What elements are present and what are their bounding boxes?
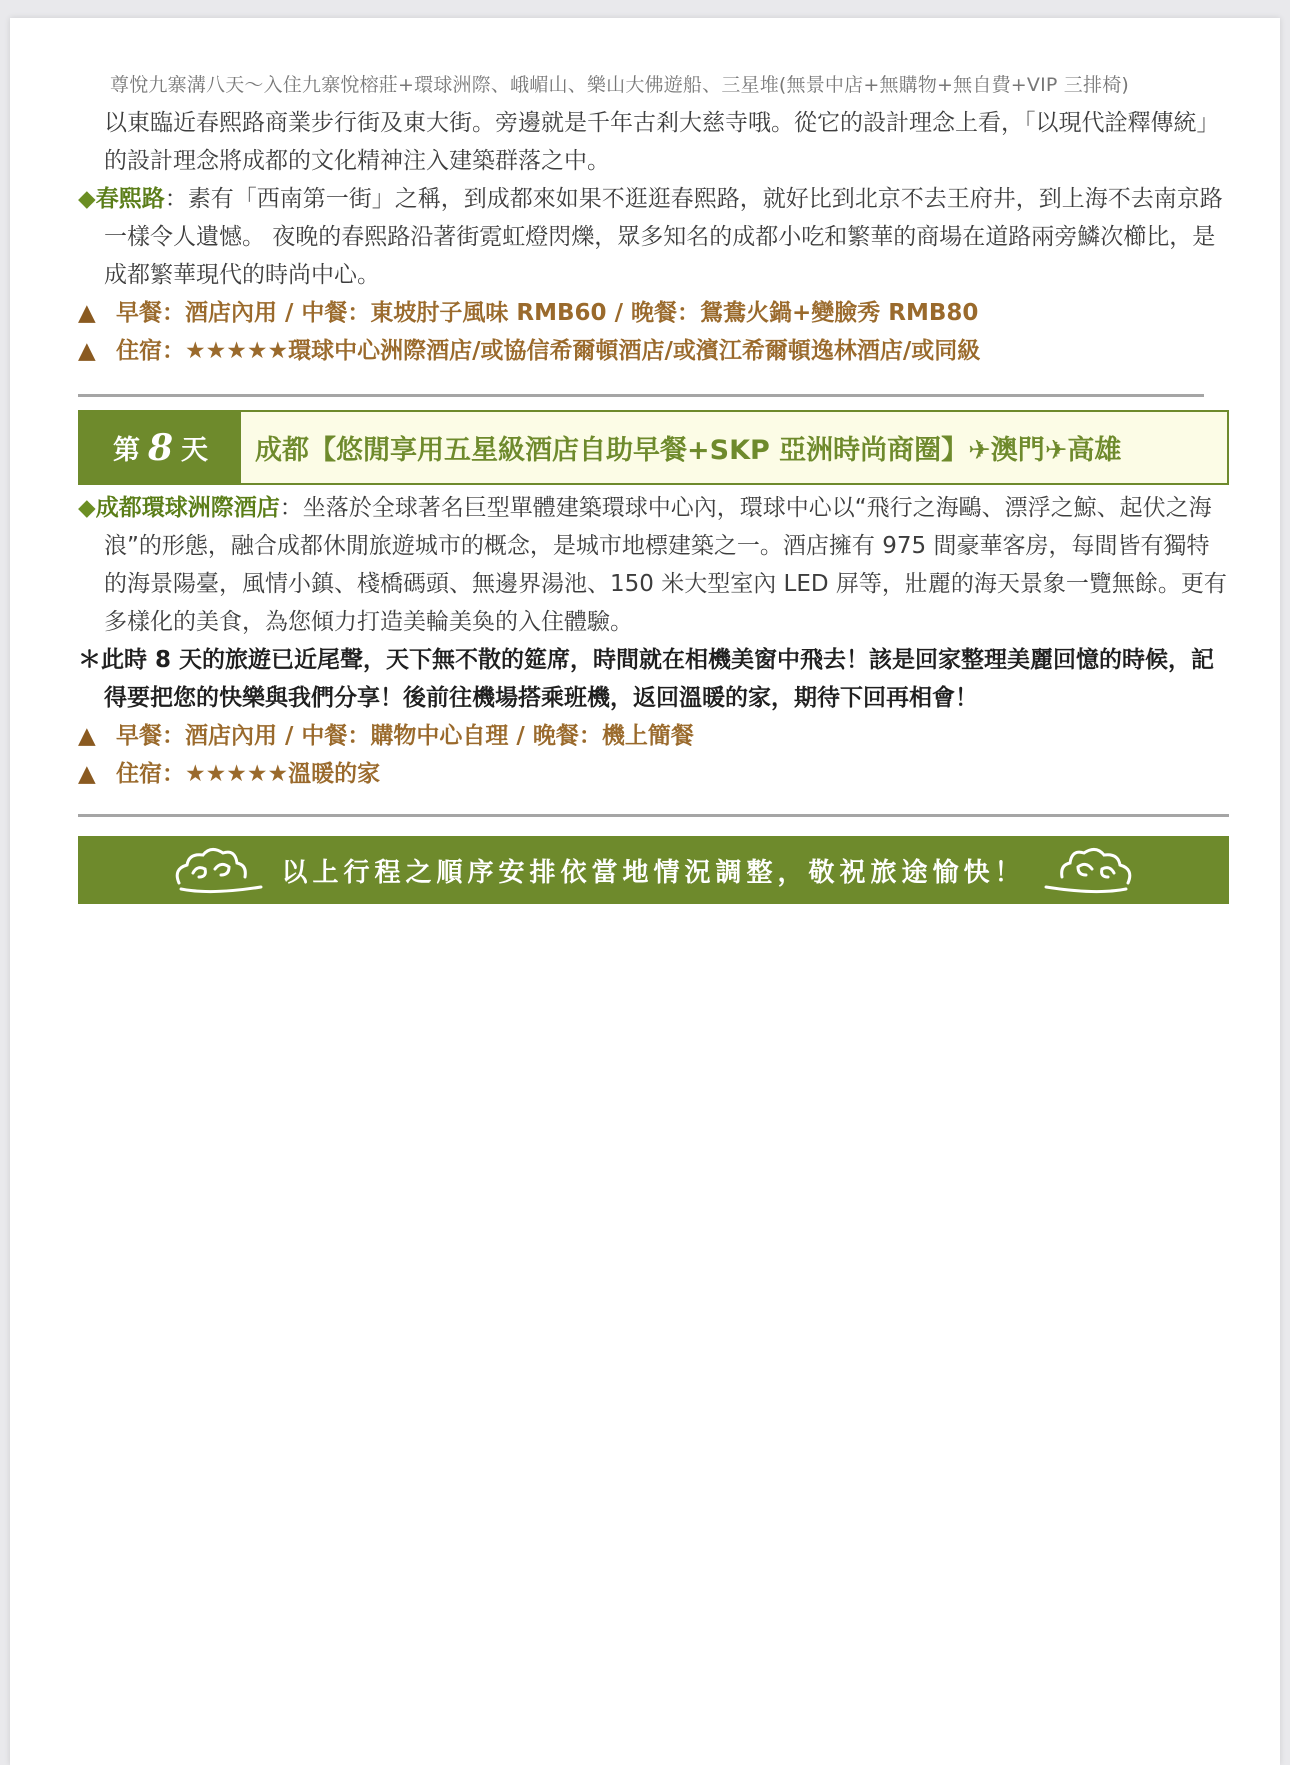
hotel-name: 成都環球洲際酒店 (95, 495, 280, 521)
section-divider (78, 394, 1204, 397)
day8-section (78, 489, 1230, 793)
day8-meals (78, 717, 1230, 755)
spot-description: ：素有「西南第一街」之稱，到成都來如果不逛逛春熙路，就好比到北京不去王府井，到上海不去南京路一樣令人遺憾。 夜晚的春熙路沿著街霓虹燈閃爍，眾多知名的成都小吃和繁華的商場在道路兩旁鱗次櫛比，是成都繁華現代的時尚中心。 (104, 186, 1223, 288)
document-header-title: 尊悅九寨溝八天～入住九寨悅榕莊+環球洲際、峨嵋山、樂山大佛遊船、三星堆(無景中店+無購物+無自費+VIP 三排椅) (110, 74, 1130, 96)
day7-continued-paragraph: 以東臨近春熙路商業步行街及東大街。旁邊就是千年古剎大慈寺哦。從它的設計理念上看，「以現代詮釋傳統」的設計理念將成都的文化精神注入建築群落之中。 (104, 110, 1220, 174)
diamond-bullet-icon: ◆ (78, 495, 96, 521)
day8-label (80, 412, 241, 483)
closing-note: ＊此時 8 天的旅遊已近尾聲，天下無不散的筵席，時間就在相機美窗中飛去！該是回家整理美麗回憶的時候，記得要把您的快樂與我們分享！後前往機場搭乘班機，返回溫暖的家，期待下回再相會！ (78, 647, 1215, 711)
day8-lodging-text: 住宿：★★★★★溫暖的家 (116, 761, 381, 787)
hotel-description: ：坐落於全球著名巨型單體建築環球中心內，環球中心以“飛行之海鷗、漂浮之鯨、起伏之海浪”的形態，融合成都休閒旅遊城市的概念，是城市地標建築之一。酒店擁有 975 間豪華客房，每間皆有獨特的海景陽臺，風情小鎮、棧橋碼頭、無邊界湯池、150 米大型室內 LED 屏等，壯麗的海天景象一覽無餘。更有多樣化的美食，為您傾力打造美輪美奐的入住體驗。 (104, 495, 1227, 635)
closing-banner (78, 836, 1229, 904)
diamond-bullet-icon: ◆ (78, 186, 96, 212)
triangle-bullet-icon: ▲ (78, 723, 96, 749)
triangle-bullet-icon: ▲ (78, 338, 96, 364)
day7-meals (78, 294, 1230, 332)
triangle-bullet-icon: ▲ (78, 761, 96, 787)
day7-lodging-text: 住宿：★★★★★環球中心洲際酒店/或協信希爾頓酒店/或濱江希爾頓逸林酒店/或同級 (116, 338, 981, 364)
day8-lodging (78, 755, 1230, 793)
day8-title: 成都【悠閒享用五星級酒店自助早餐+SKP 亞洲時尚商圈】✈澳門✈高雄 (241, 412, 1227, 483)
day7-lodging (78, 332, 1230, 370)
triangle-bullet-icon: ▲ (78, 300, 96, 326)
section-divider (78, 814, 1229, 817)
day-number: 8 (147, 426, 174, 469)
cloud-ornament-icon (1040, 843, 1136, 897)
day-label-prefix: 第 (112, 435, 140, 466)
spot-name: 春熙路 (95, 186, 165, 212)
cloud-ornament-icon (171, 843, 267, 897)
day7-meals-text: 早餐：酒店內用 / 中餐：東坡肘子風味 RMB60 / 晚餐：鴛鴦火鍋+變臉秀 RMB80 (116, 300, 979, 326)
day7-section (78, 104, 1230, 370)
spot-chunxi-road (78, 180, 1230, 294)
day8-header (78, 410, 1229, 485)
banner-text: 以上行程之順序安排依當地情況調整，敬祝旅途愉快！ (281, 857, 1026, 888)
day-label-suffix: 天 (181, 435, 209, 466)
document-page (10, 18, 1280, 1765)
day8-meals-text: 早餐：酒店內用 / 中餐：購物中心自理 / 晚餐：機上簡餐 (116, 723, 694, 749)
hotel-paragraph (78, 489, 1230, 641)
